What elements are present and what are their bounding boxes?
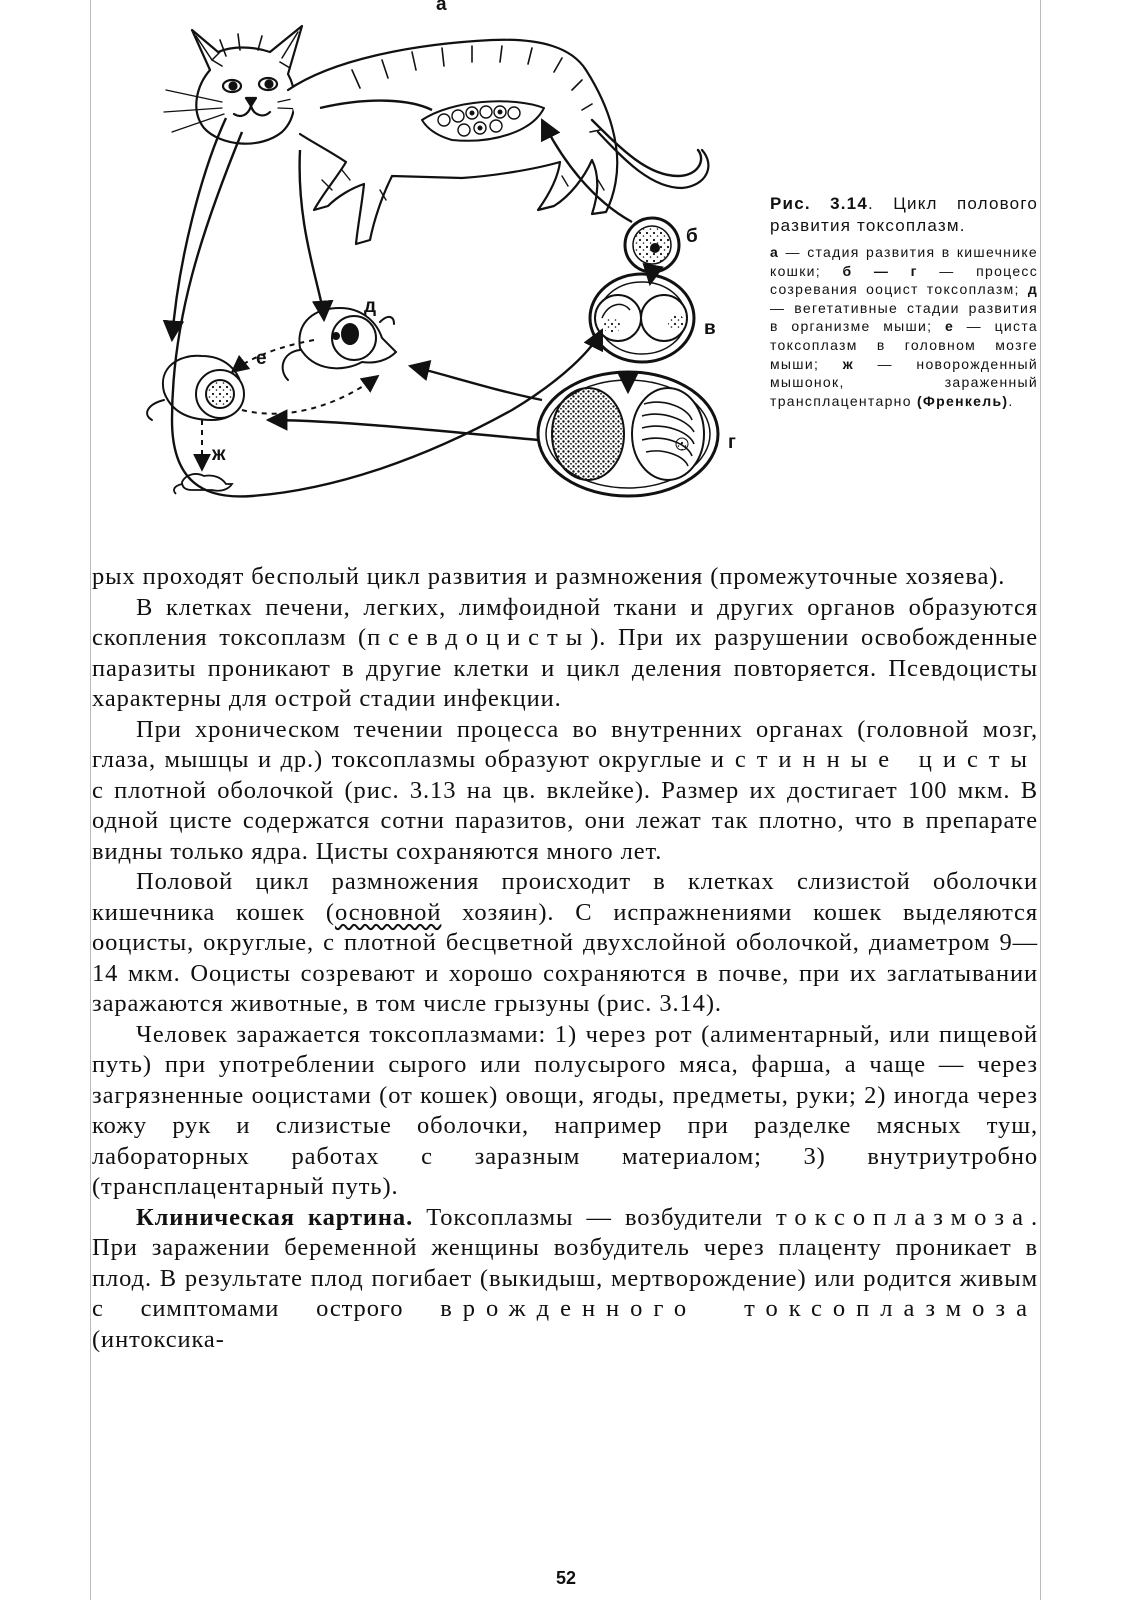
cycle-illustration [92,0,752,560]
label-v: в [704,318,716,339]
paragraph-2: В клетках печени, легких, лимфоидной ткани и других органов образуются скопления токсоплазм (псевдоцисты). При их разрушении освобожденные паразиты проникают в другие клетки и цикл деления повторяется. Псевдоцисты характерны для острой стадии инфекции. [92,593,1039,712]
label-zh: ж [212,444,226,465]
label-g: г [728,432,736,453]
label-a: а [436,0,447,15]
caption-legend: а — стадия развития в кишечнике кошки; б — г — процесс созревания ооцист токсоплазм; д — вегетативные стадии развития в организме мыши; е — циста токсоплазм в головном мозге мыши; ж — новорожденный мышонок, зараженный трансплацентарно (Френкель). [770,244,1038,409]
cat-drawing [164,26,708,244]
spaced-term-pseudocysts: псевдоцисты [367,624,591,651]
caption-number: Рис. 3.14 [770,194,868,213]
spaced-term-congenital: врожденного токсоплазмоза [440,1295,1038,1322]
paragraph-4: Половой цикл размножения происходит в клетках слизистой оболочки кишечника кошек (основной хозяин). С испражнениями кошек выделяются ооцисты, округлые, с плотной бесцветной двухслойной оболочкой, диаметром 9—14 мкм. Ооцисты созревают и хорошо сохраняются в почве, при их заглатывании заражаются животные, в том числе грызуны (рис. 3.14). [92,868,1039,1017]
paragraph-6: Клиническая картина. Токсоплазмы — возбудители токсоплазмоза. При заражении беременной женщины возбудитель через плаценту проникает в плод. В результате плод погибает (выкидыш, мертворождение) или родится живым с симптомами острого врожденного токсоплазмоза (интоксика- [92,1203,1038,1353]
oocyst-v-drawing [590,274,694,362]
figure-caption [770,193,1038,410]
spaced-term-true-cysts: истинные цисты [710,746,1038,773]
label-e: е [256,348,267,369]
underlined-word: основной [335,898,442,926]
body-text [92,562,1038,1355]
oocyst-b-drawing [625,218,679,272]
paragraph-5: Человек заражается токсоплазмами: 1) через рот (алиментарный, или пищевой путь) при употреблении сырого или полусырого мяса, фарша, а чаще — через загрязненные ооцистами (от кошек) овощи, ягоды, предметы, руки; 2) иногда через кожу рук и слизистые оболочки, например при разделке мясных туш, лабораторных работах с заразным материалом; 3) внутриутробно (трансплацентарный путь). [92,1020,1038,1200]
paragraph-3: При хроническом течении процесса во внутренних органах (головной мозг, глаза, мышцы и др.) токсоплазмы образуют округлые истинные цисты с плотной оболочкой (рис. 3.13 на цв. вклейке). Размер их достигает 100 мкм. В одной цисте содержатся сотни паразитов, они лежат так плотно, что в препарате видны только ядра. Цисты сохраняются много лет. [92,715,1038,865]
spaced-term-toxoplasmosis: токсоплазмоза [776,1203,1031,1231]
label-d: д [364,296,377,317]
paragraph-1: рых проходят бесполый цикл развития и размножения (промежуточные хозяева). [92,563,1006,590]
page-edge-left [90,0,91,1600]
page-edge-right [1040,0,1041,1600]
section-heading: Клиническая картина. [136,1203,414,1231]
newborn-mouse-drawing [174,474,232,494]
label-b: б [686,226,698,247]
mouse-e-drawing [147,356,244,420]
page-number: 52 [555,1568,577,1588]
figure-toxoplasma-cycle [92,0,752,560]
caption-title: Рис. 3.14. Цикл полового развития токсоплазм. [770,194,1039,235]
